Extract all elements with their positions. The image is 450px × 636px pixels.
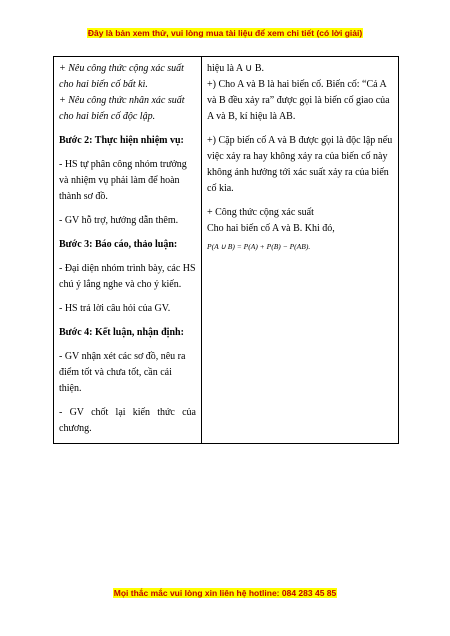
step-4-heading: Bước 4: Kết luận, nhận định: <box>59 327 184 338</box>
step-4-item: - GV chốt lại kiến thức của chương. <box>59 407 196 434</box>
addition-formula: P(A ∪ B) = P(A) + P(B) − P(AB). <box>207 242 311 251</box>
preview-banner-text: Đây là bản xem thử, vui lòng mua tài liệu để xem chi tiết (có lời giải) <box>87 28 363 38</box>
step-2-heading: Bước 2: Thực hiện nhiệm vụ: <box>59 135 184 146</box>
hotline-banner <box>0 588 450 598</box>
preview-banner <box>0 28 450 38</box>
union-notation: hiệu là A ∪ B. <box>207 63 265 74</box>
step-2-item: - HS tự phân công nhóm trưởng và nhiệm vụ phải làm để hoàn thành sơ đồ. <box>59 159 187 202</box>
step-4-item: - GV nhận xét các sơ đồ, nêu ra điểm tốt và chưa tốt, cần cải thiện. <box>59 351 186 394</box>
hotline-banner-text: Mọi thắc mắc vui lòng xin liên hệ hotline: 084 283 45 85 <box>113 588 337 598</box>
content-column <box>202 57 399 444</box>
step-2-item: - GV hỗ trợ, hướng dẫn thêm. <box>59 215 179 226</box>
step-3-heading: Bước 3: Báo cáo, thảo luận: <box>59 239 178 250</box>
independence-definition: +) Cặp biến cố A và B được gọi là độc lập nếu việc xảy ra hay không xảy ra của biến cố này không ảnh hưởng tới xác suất xảy ra của biến cố kia. <box>207 135 393 194</box>
intersection-definition: +) Cho A và B là hai biến cố. Biến cố: “Cả A và B đều xảy ra” được gọi là biến cố giao của A và B, kí hiệu là AB. <box>207 79 390 122</box>
task-bullet-addition: + Nêu công thức cộng xác suất cho hai biến cố bất kì. <box>59 63 184 90</box>
activity-column <box>54 57 202 444</box>
table-row <box>54 57 399 444</box>
lesson-table <box>53 56 399 444</box>
addition-formula-heading: + Công thức cộng xác suất <box>207 207 314 218</box>
step-3-item: - HS trả lời câu hỏi của GV. <box>59 303 171 314</box>
step-3-item: - Đại diện nhóm trình bày, các HS chú ý lắng nghe và cho ý kiến. <box>59 263 196 290</box>
task-bullet-multiplication: + Nêu công thức nhân xác suất cho hai biến cố độc lập. <box>59 95 185 122</box>
addition-formula-intro: Cho hai biến cố A và B. Khi đó, <box>207 223 335 234</box>
